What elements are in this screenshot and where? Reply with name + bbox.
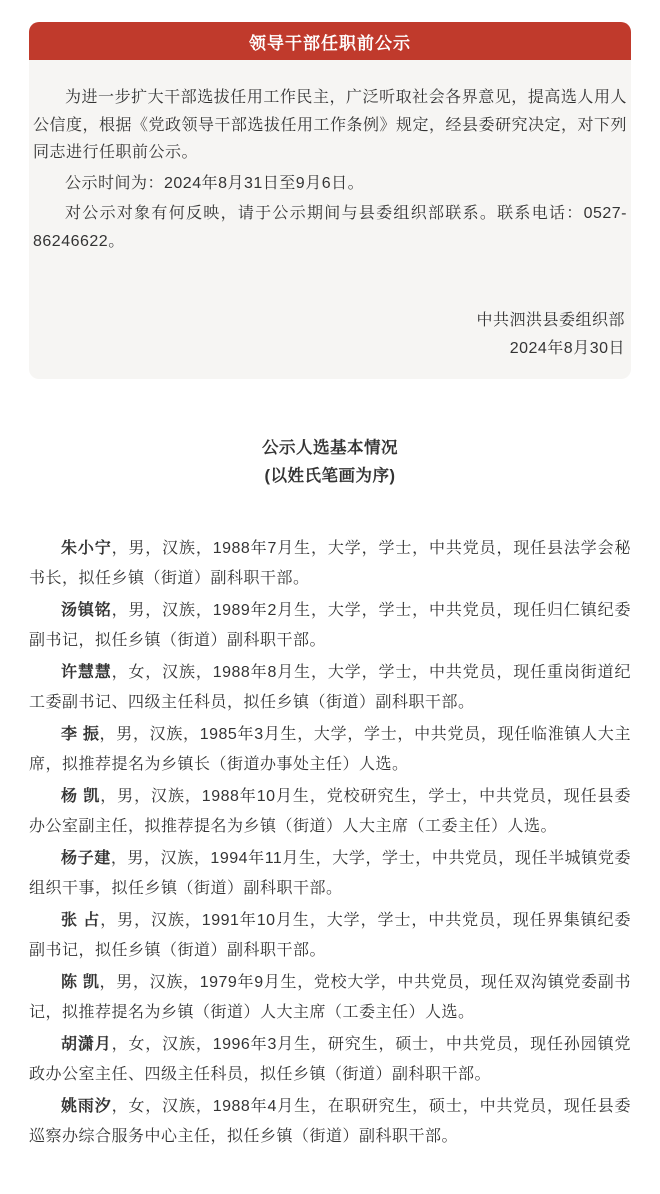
signature-date: 2024年8月30日 — [509, 340, 625, 357]
candidate-detail: ，男，汉族，1989年2月生，大学，学士，中共党员，现任归仁镇纪委副书记，拟任乡镇（街道）副科职干部。 — [29, 602, 631, 649]
candidate-entry — [29, 1092, 631, 1152]
candidate-entry — [29, 968, 631, 1028]
candidate-entry — [29, 596, 631, 656]
candidate-detail: ，男，汉族，1985年3月生，大学，学士，中共党员，现任临淮镇人大主席，拟推荐提名为乡镇长（街道办事处主任）人选。 — [29, 726, 631, 773]
notice-title: 领导干部任职前公示 — [249, 33, 411, 53]
candidate-entry — [29, 534, 631, 594]
candidate-entry — [29, 1030, 631, 1090]
candidate-name: 陈 凯 — [61, 974, 100, 991]
candidate-detail: ，男，汉族，1994年11月生，大学，学士，中共党员，现任半城镇党委组织干事，拟任乡镇（街道）副科职干部。 — [29, 850, 631, 897]
section-heading — [29, 434, 631, 490]
notice-paragraph-intro: 为进一步扩大干部选拔任用工作民主，广泛听取社会各界意见，提高选人用人公信度，根据《党政领导干部选拔任用工作条例》规定，经县委研究决定，对下列同志进行任职前公示。 — [33, 89, 628, 161]
notice-body — [29, 60, 631, 379]
section-subtitle: (以姓氏笔画为序) — [264, 467, 396, 485]
candidate-name: 杨子建 — [61, 850, 111, 867]
candidate-detail: ，女，汉族，1988年8月生，大学，学士，中共党员，现任重岗街道纪工委副书记、四级主任科员，拟任乡镇（街道）副科职干部。 — [29, 664, 631, 711]
candidate-detail: ，女，汉族，1988年4月生，在职研究生，硕士，中共党员，现任县委巡察办综合服务中心主任，拟任乡镇（街道）副科职干部。 — [29, 1098, 631, 1145]
candidate-list — [29, 534, 631, 1152]
section-title: 公示人选基本情况 — [262, 439, 398, 457]
notice-header-banner — [29, 22, 631, 60]
candidate-name: 许慧慧 — [61, 664, 112, 681]
candidate-entry — [29, 906, 631, 966]
candidate-detail: ，女，汉族，1996年3月生，研究生，硕士，中共党员，现任孙园镇党政办公室主任、四级主任科员，拟任乡镇（街道）副科职干部。 — [29, 1036, 631, 1083]
candidate-detail: ，男，汉族，1991年10月生，大学，学士，中共党员，现任界集镇纪委副书记，拟任乡镇（街道）副科职干部。 — [29, 912, 631, 959]
candidate-name: 张 占 — [61, 912, 101, 929]
candidate-detail: ，男，汉族，1979年9月生，党校大学，中共党员，现任双沟镇党委副书记，拟推荐提名为乡镇（街道）人大主席（工委主任）人选。 — [29, 974, 631, 1021]
candidate-entry — [29, 844, 631, 904]
candidate-entry — [29, 720, 631, 780]
candidate-name: 李 振 — [61, 726, 100, 743]
candidate-entry — [29, 782, 631, 842]
notice-card — [29, 22, 631, 379]
candidate-name: 杨 凯 — [61, 788, 101, 805]
signature-block — [33, 307, 627, 363]
signature-org: 中共泗洪县委组织部 — [476, 312, 625, 329]
notice-paragraph-contact: 对公示对象有何反映，请于公示期间与县委组织部联系。联系电话：0527-86246622。 — [33, 205, 627, 250]
candidate-entry — [29, 658, 631, 718]
candidate-detail: ，男，汉族，1988年10月生，党校研究生，学士，中共党员，现任县委办公室副主任，拟推荐提名为乡镇（街道）人大主席（工委主任）人选。 — [29, 788, 631, 835]
notice-paragraph-period: 公示时间为：2024年8月31日至9月6日。 — [65, 174, 365, 192]
candidate-name: 朱小宁 — [61, 540, 112, 557]
candidate-name: 汤镇铭 — [61, 602, 112, 619]
candidate-name: 姚雨汐 — [61, 1098, 112, 1115]
candidate-name: 胡潇月 — [61, 1036, 112, 1053]
candidate-detail: ，男，汉族，1988年7月生，大学，学士，中共党员，现任县法学会秘书长，拟任乡镇（街道）副科职干部。 — [29, 540, 631, 587]
